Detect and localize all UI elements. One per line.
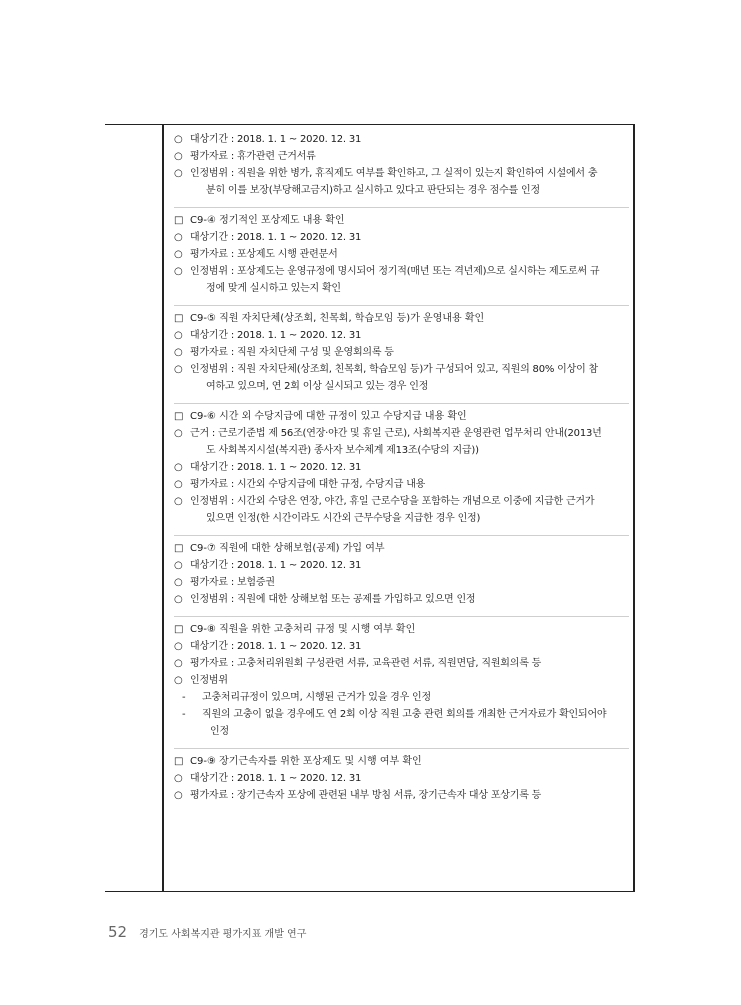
line-text: 여하고 있으며, 연 2회 이상 실시되고 있는 경우 인정 (206, 381, 429, 392)
checkbox-marker: □ (174, 313, 184, 324)
checkbox-marker: □ (174, 215, 184, 226)
criteria-section (174, 214, 629, 306)
criteria-line (174, 265, 629, 279)
circle-bullet: ○ (174, 364, 183, 375)
section-heading (174, 755, 629, 769)
line-text: 인정범위 : 직원 자치단체(상조회, 친목회, 학습모임 등)가 구성되어 있고, 직원의 80% 이상이 참 (190, 364, 598, 375)
page-footer (108, 923, 306, 941)
circle-bullet: ○ (174, 151, 183, 162)
circle-bullet: ○ (174, 496, 183, 507)
line-text: 대상기간 : 2018. 1. 1 ~ 2020. 12. 31 (190, 773, 362, 784)
line-text: C9-⑦ 직원에 대한 상해보험(공제) 가입 여부 (190, 543, 385, 554)
criteria-section (174, 133, 629, 208)
line-text: 있으면 인정(한 시간이라도 시간외 근무수당을 지급한 경우 인정) (206, 513, 481, 524)
criteria-line (174, 444, 629, 458)
circle-bullet: ○ (174, 249, 183, 260)
line-text: C9-④ 정기적인 포상제도 내용 확인 (190, 215, 345, 226)
criteria-line (174, 363, 629, 377)
circle-bullet: ○ (174, 773, 183, 784)
criteria-line (174, 725, 629, 739)
circle-bullet: ○ (174, 641, 183, 652)
line-text: 인정범위 : 직원에 대한 상해보험 또는 공제를 가입하고 있으면 인정 (190, 594, 476, 605)
line-text: 대상기간 : 2018. 1. 1 ~ 2020. 12. 31 (190, 330, 362, 341)
line-text: 평가자료 : 시간외 수당지급에 대한 규정, 수당지급 내용 (190, 479, 426, 490)
circle-bullet: ○ (174, 594, 183, 605)
line-text: 도 사회복지시설(복지관) 종사자 보수체계 제13조(수당의 지급)) (206, 445, 479, 456)
line-text: 대상기간 : 2018. 1. 1 ~ 2020. 12. 31 (190, 232, 362, 243)
section-heading (174, 410, 629, 424)
criteria-line (174, 691, 629, 705)
line-text: 분히 이를 보장(부당해고금지)하고 실시하고 있다고 판단되는 경우 점수를 인정 (206, 185, 540, 196)
circle-bullet: ○ (174, 560, 183, 571)
dash-marker: - (182, 709, 186, 720)
line-text: 직원의 고충이 없을 경우에도 연 2회 이상 직원 고충 관련 회의를 개최한 근거자료가 확인되어야 (202, 709, 607, 720)
criteria-line (174, 427, 629, 441)
line-text: C9-⑨ 장기근속자를 위한 포상제도 및 시행 여부 확인 (190, 756, 422, 767)
line-text: 평가자료 : 보험증권 (190, 577, 275, 588)
criteria-line (174, 495, 629, 509)
line-text: 평가자료 : 휴가관련 근거서류 (190, 151, 316, 162)
criteria-line (174, 184, 629, 198)
criteria-section (174, 410, 629, 536)
criteria-line (174, 461, 629, 475)
line-text: 인정범위 : 직원을 위한 병가, 휴직제도 여부를 확인하고, 그 실적이 있는지 확인하여 시설에서 충 (190, 168, 598, 179)
checkbox-marker: □ (174, 624, 184, 635)
criteria-section (174, 755, 629, 812)
checkbox-marker: □ (174, 543, 184, 554)
criteria-line (174, 559, 629, 573)
criteria-line (174, 380, 629, 394)
circle-bullet: ○ (174, 790, 183, 801)
line-text: 대상기간 : 2018. 1. 1 ~ 2020. 12. 31 (190, 641, 362, 652)
line-text: 대상기간 : 2018. 1. 1 ~ 2020. 12. 31 (190, 462, 362, 473)
criteria-line (174, 329, 629, 343)
line-text: 대상기간 : 2018. 1. 1 ~ 2020. 12. 31 (190, 560, 362, 571)
criteria-line (174, 593, 629, 607)
circle-bullet: ○ (174, 462, 183, 473)
checkbox-marker: □ (174, 756, 184, 767)
criteria-line (174, 133, 629, 147)
circle-bullet: ○ (174, 134, 183, 145)
section-heading (174, 312, 629, 326)
line-text: 정에 맞게 실시하고 있는지 확인 (206, 283, 341, 294)
circle-bullet: ○ (174, 347, 183, 358)
criteria-line (174, 674, 629, 688)
circle-bullet: ○ (174, 675, 183, 686)
checkbox-marker: □ (174, 411, 184, 422)
circle-bullet: ○ (174, 658, 183, 669)
criteria-line (174, 248, 629, 262)
criteria-line (174, 789, 629, 803)
line-text: 평가자료 : 장기근속자 포상에 관련된 내부 방침 서류, 장기근속자 대상 포상기록 등 (190, 790, 542, 801)
document-title: 경기도 사회복지관 평가지표 개발 연구 (139, 929, 307, 940)
circle-bullet: ○ (174, 330, 183, 341)
circle-bullet: ○ (174, 266, 183, 277)
criteria-line (174, 512, 629, 526)
criteria-line (174, 282, 629, 296)
section-heading (174, 542, 629, 556)
criteria-line (174, 150, 629, 164)
line-text: 평가자료 : 직원 자치단체 구성 및 운영회의록 등 (190, 347, 394, 358)
line-text: 근거 : 근로기준법 제 56조(연장·야간 및 휴일 근로), 사회복지관 운영관련 업무처리 안내(2013년 (190, 428, 602, 439)
criteria-content (174, 133, 629, 818)
criteria-line (174, 576, 629, 590)
circle-bullet: ○ (174, 428, 183, 439)
page-number: 52 (108, 923, 128, 941)
table-column-divider (162, 124, 164, 891)
criteria-line (174, 708, 629, 722)
criteria-line (174, 167, 629, 181)
criteria-section (174, 623, 629, 749)
line-text: 평가자료 : 포상제도 시행 관련문서 (190, 249, 338, 260)
dash-marker: - (182, 692, 186, 703)
criteria-line (174, 231, 629, 245)
line-text: C9-⑧ 직원을 위한 고충처리 규정 및 시행 여부 확인 (190, 624, 416, 635)
table-right-border (633, 124, 635, 891)
circle-bullet: ○ (174, 577, 183, 588)
line-text: 대상기간 : 2018. 1. 1 ~ 2020. 12. 31 (190, 134, 362, 145)
section-heading (174, 623, 629, 637)
section-heading (174, 214, 629, 228)
line-text: C9-⑥ 시간 외 수당지급에 대한 규정이 있고 수당지급 내용 확인 (190, 411, 467, 422)
criteria-section (174, 542, 629, 617)
circle-bullet: ○ (174, 479, 183, 490)
criteria-line (174, 478, 629, 492)
criteria-section (174, 312, 629, 404)
circle-bullet: ○ (174, 232, 183, 243)
line-text: 평가자료 : 고충처리위원회 구성관련 서류, 교육관련 서류, 직원면담, 직원회의록 등 (190, 658, 542, 669)
criteria-line (174, 657, 629, 671)
criteria-line (174, 346, 629, 360)
line-text: 인정범위 : 포상제도는 운영규정에 명시되어 정기적(매년 또는 격년제)으로 실시하는 제도로써 규 (190, 266, 600, 277)
line-text: 고충처리규정이 있으며, 시행된 근거가 있을 경우 인정 (202, 692, 431, 703)
line-text: 인정 (210, 726, 229, 737)
circle-bullet: ○ (174, 168, 183, 179)
criteria-line (174, 772, 629, 786)
line-text: 인정범위 (190, 675, 228, 686)
line-text: C9-⑤ 직원 자치단체(상조회, 친목회, 학습모임 등)가 운영내용 확인 (190, 313, 485, 324)
line-text: 인정범위 : 시간외 수당은 연장, 야간, 휴일 근로수당을 포함하는 개념으로 이중에 지급한 근거가 (190, 496, 595, 507)
criteria-line (174, 640, 629, 654)
